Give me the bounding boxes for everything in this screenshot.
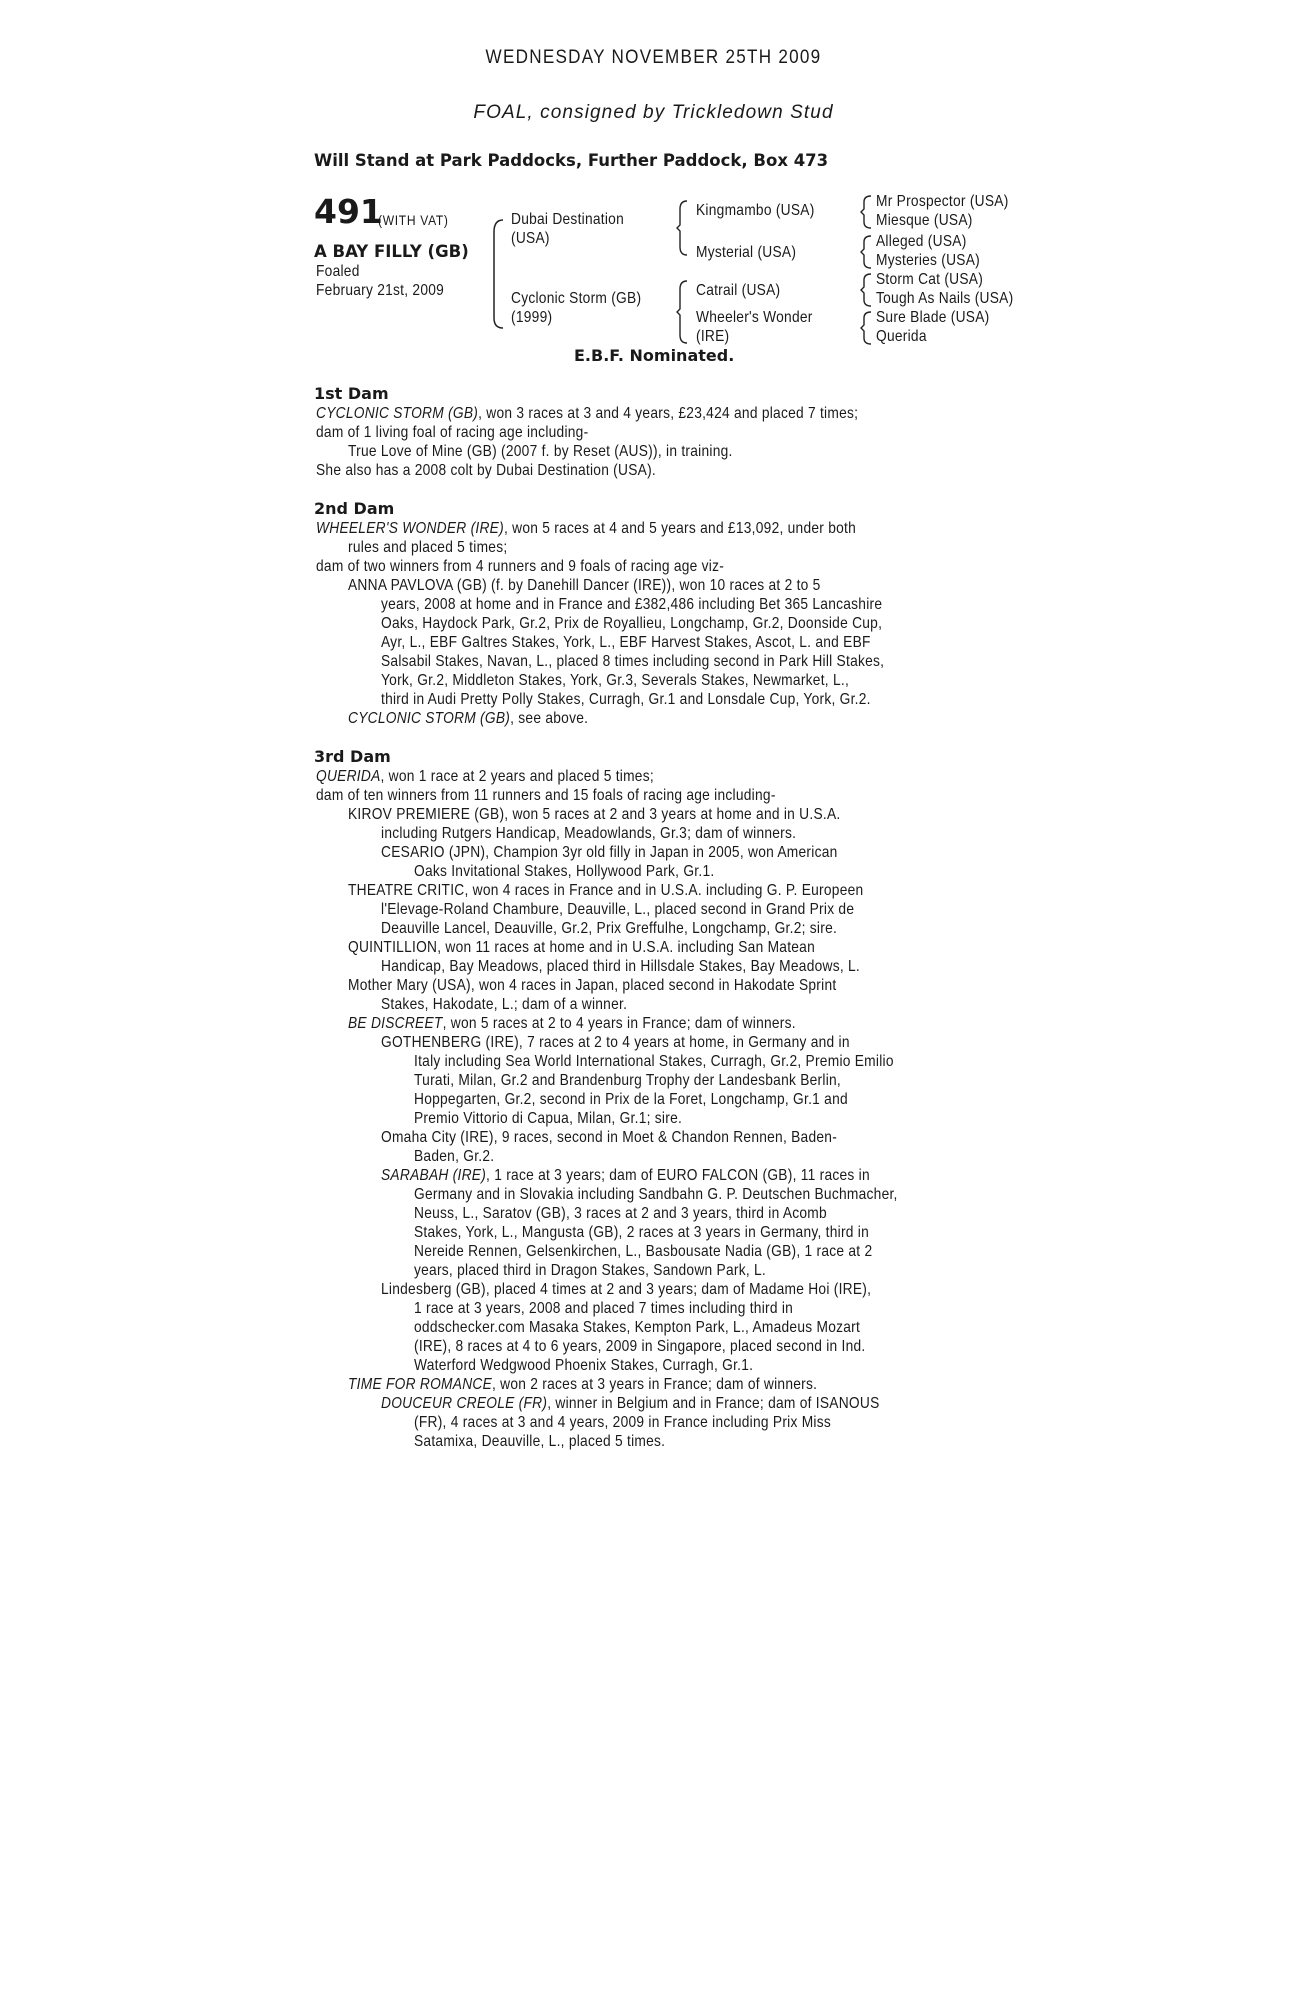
dam3-line: Handicap, Bay Meadows, placed third in Hillsdale Stakes, Bay Meadows, L. [381, 958, 861, 975]
pedigree-brace-ds [860, 272, 872, 308]
foaled-date: February 21st, 2009 [316, 282, 445, 299]
dam2-line: York, Gr.2, Middleton Stakes, York, Gr.3, Severals Stakes, Newmarket, L., [381, 672, 850, 689]
italic-horse-name: DOUCEUR CREOLE (FR) [381, 1395, 548, 1412]
dam2-line: ANNA PAVLOVA (GB) (f. by Danehill Dancer (IRE)), won 10 races at 2 to 5 [348, 577, 821, 594]
italic-horse-name: CYCLONIC STORM (GB) [348, 710, 511, 727]
pedigree-sds: Alleged (USA) [876, 233, 967, 250]
dam3-line: Nereide Rennen, Gelsenkirchen, L., Basbousate Nadia (GB), 1 race at 2 [414, 1243, 873, 1260]
lot-number: 491 [314, 192, 383, 231]
pedigree-sire: Dubai Destination [511, 211, 625, 228]
dam2-line: Salsabil Stakes, Navan, L., placed 8 times including second in Park Hill Stakes, [381, 653, 885, 670]
dam3-line: Deauville Lancel, Deauville, Gr.2, Prix Greffulhe, Longchamp, Gr.2; sire. [381, 920, 838, 937]
dam1-line: She also has a 2008 colt by Dubai Destination (USA). [316, 462, 657, 479]
dam3-line: Mother Mary (USA), won 4 races in Japan, placed second in Hakodate Sprint [348, 977, 837, 994]
dam3-line: l'Elevage-Roland Chambure, Deauville, L., placed second in Grand Prix de [381, 901, 855, 918]
dam2-heading: 2nd Dam [314, 499, 395, 518]
dam3-line: Omaha City (IRE), 9 races, second in Moet & Chandon Rennen, Baden- [381, 1129, 838, 1146]
dam3-line: (FR), 4 races at 3 and 4 years, 2009 in France including Prix Miss [414, 1414, 832, 1431]
pedigree-dam-dam: Wheeler's Wonder [696, 309, 813, 326]
dam3-line: Oaks Invitational Stakes, Hollywood Park, Gr.1. [414, 863, 715, 880]
dam1-line: True Love of Mine (GB) (2007 f. by Reset (AUS)), in training. [348, 443, 733, 460]
dam3-line: Lindesberg (GB), placed 4 times at 2 and 3 years; dam of Madame Hoi (IRE), [381, 1281, 872, 1298]
sale-date: WEDNESDAY NOVEMBER 25TH 2009 [485, 47, 822, 68]
dam3-line: CESARIO (JPN), Champion 3yr old filly in Japan in 2005, won American [381, 844, 838, 861]
dam3-line: QUERIDA, won 1 race at 2 years and placed 5 times; [316, 768, 654, 785]
italic-horse-name: WHEELER'S WONDER (IRE) [316, 520, 504, 537]
italic-horse-name: TIME FOR ROMANCE [348, 1376, 493, 1393]
dam2-line: rules and placed 5 times; [348, 539, 508, 556]
pedigree-dds: Sure Blade (USA) [876, 309, 990, 326]
dam3-line: years, placed third in Dragon Stakes, Sandown Park, L. [414, 1262, 767, 1279]
pedigree-sire-sire: Kingmambo (USA) [696, 202, 815, 219]
italic-horse-name: BE DISCREET [348, 1015, 443, 1032]
dam3-line: KIROV PREMIERE (GB), won 5 races at 2 and 3 years at home and in U.S.A. [348, 806, 841, 823]
dam2-line: CYCLONIC STORM (GB), see above. [348, 710, 589, 727]
dam3-line: Stakes, Hakodate, L.; dam of a winner. [381, 996, 628, 1013]
dam3-line: QUINTILLION, won 11 races at home and in U.S.A. including San Matean [348, 939, 816, 956]
stand-location: Will Stand at Park Paddocks, Further Paddock, Box 473 [314, 151, 829, 170]
pedigree-brace-sd [860, 234, 872, 270]
pedigree-brace-ss [860, 194, 872, 230]
dam3-line: DOUCEUR CREOLE (FR), winner in Belgium and in France; dam of ISANOUS [381, 1395, 880, 1412]
pedigree-dam-year: (1999) [511, 309, 553, 326]
pedigree-sire-suffix: (USA) [511, 230, 550, 247]
pedigree-ssd: Miesque (USA) [876, 212, 973, 229]
dam3-line: including Rutgers Handicap, Meadowlands, Gr.3; dam of winners. [381, 825, 797, 842]
pedigree-dsd: Tough As Nails (USA) [876, 290, 1014, 307]
dam3-line: GOTHENBERG (IRE), 7 races at 2 to 4 years at home, in Germany and in [381, 1034, 850, 1051]
pedigree-brace-sire [676, 199, 688, 257]
lot-title: A BAY FILLY (GB) [314, 242, 469, 261]
dam3-line: Premio Vittorio di Capua, Milan, Gr.1; sire. [414, 1110, 683, 1127]
pedigree-brace-main [490, 218, 504, 330]
dam1-line: CYCLONIC STORM (GB), won 3 races at 3 and 4 years, £23,424 and placed 7 times; [316, 405, 859, 422]
ebf-nominated: E.B.F. Nominated. [574, 346, 735, 365]
dam2-line: Oaks, Haydock Park, Gr.2, Prix de Royallieu, Longchamp, Gr.2, Doonside Cup, [381, 615, 883, 632]
pedigree-brace-dd [860, 310, 872, 346]
dam3-line: BE DISCREET, won 5 races at 2 to 4 years in France; dam of winners. [348, 1015, 796, 1032]
dam3-line: (IRE), 8 races at 4 to 6 years, 2009 in Singapore, placed second in Ind. [414, 1338, 866, 1355]
dam1-heading: 1st Dam [314, 384, 389, 403]
italic-horse-name: QUERIDA [316, 768, 381, 785]
dam3-line: TIME FOR ROMANCE, won 2 races at 3 years in France; dam of winners. [348, 1376, 818, 1393]
foaled-label: Foaled [316, 263, 360, 280]
pedigree-dam: Cyclonic Storm (GB) [511, 290, 642, 307]
pedigree-sire-dam: Mysterial (USA) [696, 244, 797, 261]
consignment-line: FOAL, consigned by Trickledown Stud [473, 102, 834, 123]
dam2-line: dam of two winners from 4 runners and 9 foals of racing age viz- [316, 558, 725, 575]
dam3-line: Stakes, York, L., Mangusta (GB), 2 races at 3 years in Germany, third in [414, 1224, 870, 1241]
dam3-heading: 3rd Dam [314, 747, 391, 766]
pedigree-dam-sire: Catrail (USA) [696, 282, 781, 299]
pedigree-ddd: Querida [876, 328, 927, 345]
pedigree-sdd: Mysteries (USA) [876, 252, 981, 269]
dam3-line: Neuss, L., Saratov (GB), 3 races at 2 and 3 years, third in Acomb [414, 1205, 827, 1222]
dam3-line: Germany and in Slovakia including Sandbahn G. P. Deutschen Buchmacher, [414, 1186, 898, 1203]
dam2-line: years, 2008 at home and in France and £382,486 including Bet 365 Lancashire [381, 596, 883, 613]
dam3-line: oddschecker.com Masaka Stakes, Kempton Park, L., Amadeus Mozart [414, 1319, 861, 1336]
pedigree-dss: Storm Cat (USA) [876, 271, 984, 288]
dam3-line: Baden, Gr.2. [414, 1148, 495, 1165]
dam3-line: Turati, Milan, Gr.2 and Brandenburg Trophy der Landesbank Berlin, [414, 1072, 842, 1089]
pedigree-sss: Mr Prospector (USA) [876, 193, 1009, 210]
italic-horse-name: CYCLONIC STORM (GB) [316, 405, 479, 422]
vat-note: (WITH VAT) [378, 212, 449, 228]
dam3-line: SARABAH (IRE), 1 race at 3 years; dam of EURO FALCON (GB), 11 races in [381, 1167, 870, 1184]
dam3-line: 1 race at 3 years, 2008 and placed 7 times including third in [414, 1300, 794, 1317]
dam3-line: Waterford Wedgwood Phoenix Stakes, Curragh, Gr.1. [414, 1357, 754, 1374]
dam3-line: dam of ten winners from 11 runners and 15 foals of racing age including- [316, 787, 776, 804]
dam3-line: Satamixa, Deauville, L., placed 5 times. [414, 1433, 666, 1450]
pedigree-dam-dam-suffix: (IRE) [696, 328, 730, 345]
dam3-line: Hoppegarten, Gr.2, second in Prix de la Foret, Longchamp, Gr.1 and [414, 1091, 848, 1108]
dam2-line: WHEELER'S WONDER (IRE), won 5 races at 4 and 5 years and £13,092, under both [316, 520, 857, 537]
dam3-line: Italy including Sea World International Stakes, Curragh, Gr.2, Premio Emilio [414, 1053, 894, 1070]
italic-horse-name: SARABAH (IRE) [381, 1167, 487, 1184]
dam3-line: THEATRE CRITIC, won 4 races in France and in U.S.A. including G. P. Europeen [348, 882, 864, 899]
dam2-line: third in Audi Pretty Polly Stakes, Curragh, Gr.1 and Lonsdale Cup, York, Gr.2. [381, 691, 871, 708]
dam2-line: Ayr, L., EBF Galtres Stakes, York, L., EBF Harvest Stakes, Ascot, L. and EBF [381, 634, 871, 651]
pedigree-brace-dam [676, 279, 688, 345]
dam1-line: dam of 1 living foal of racing age including- [316, 424, 589, 441]
